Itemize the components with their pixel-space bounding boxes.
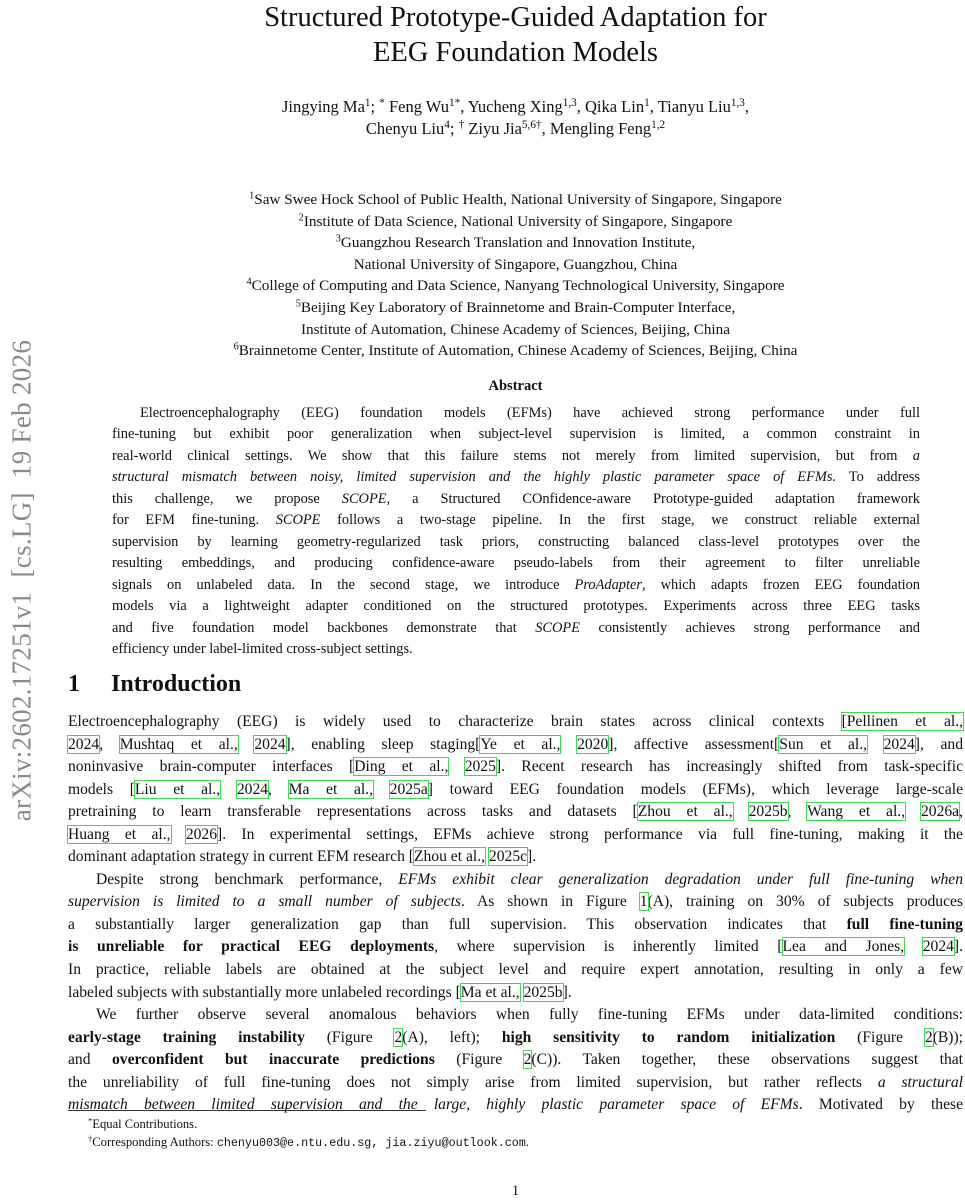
text-line [68,189,963,211]
text-run [220,781,237,798]
abstract-body [112,403,920,660]
text-line [68,846,963,869]
text-run: ; [449,119,459,138]
citation-link[interactable]: 2024 [883,735,915,753]
text-run [905,803,921,820]
italic-text: a [912,447,920,464]
paragraph [68,1004,963,1117]
bold-text: full fine-tuning [846,915,963,933]
text-run: pretraining to learn transferable representations across tasks and datasets [ [68,803,638,821]
superscript: 4 [444,118,450,131]
text-line [68,96,963,118]
text-line [68,254,963,276]
text-run: Institute of Data Science, National University of Singapore, Singapore [303,212,733,230]
text-run: ], and [914,735,963,753]
text-run: , [787,803,808,821]
text-run: fine-tuning but exhibit poor generalization when subject-level supervision is limited, a common constraint in [112,426,920,443]
text-run: real-world clinical settings. We show that this failure stems not merely from limited supervision, but from [112,447,913,464]
text-line [68,869,963,892]
text-line [112,596,920,617]
text-line [68,275,963,297]
text-run: , [744,97,750,116]
superscript: 1* [448,96,461,109]
text-run: and [68,1051,112,1069]
introduction-body [68,711,963,1117]
text-run: Equal Contributions. [92,1117,198,1131]
text-run: ] toward EEG foundation models (EFMs), which leverage large-scale [427,780,963,798]
text-line [68,756,963,779]
superscript: 5,6† [521,118,542,131]
citation-link[interactable]: 2024 [68,735,100,753]
text-run: We further observe several anomalous behaviors when fully fine-tuning EFMs under data-limited conditions: [96,1006,963,1024]
text-run: labeled subjects with substantially more unlabeled recordings [ [68,983,461,1001]
italic-text: SCOPE [341,490,387,507]
text-line [68,959,963,982]
text-run [171,826,186,843]
text-line [68,1072,963,1095]
citation-link[interactable]: 1 [639,893,648,911]
text-run: National University of Singapore, Guangzhou, China [353,255,678,273]
citation-link[interactable]: Lea and Jones, [782,938,905,956]
citation-link[interactable]: Liu et al., [134,780,221,798]
text-run: dominant adaptation strategy in current EFM research [ [68,848,414,866]
text-run: College of Computing and Data Science, Nanyang Technological University, Singapore [251,277,785,295]
text-line [88,1116,529,1134]
citation-link[interactable]: 2024 [236,780,269,798]
text-run: (A), training on 30% of subjects produces [647,893,963,911]
text-run: follows a two-stage pipeline. In the first stage, we construct reliable external [320,512,921,529]
text-run [560,736,577,753]
citation-link[interactable]: Sun et al., [779,735,868,753]
text-run: Feng Wu [384,97,449,116]
text-line [112,618,920,639]
text-run: Chenyu Liu [365,119,445,138]
text-line [112,424,920,445]
citation-link[interactable]: 2025c [488,848,528,866]
italic-text: structural mismatch between noisy, limited supervision and the highly plastic parameter space of EFMs. [112,469,837,486]
text-line [68,118,963,140]
superscript: 6 [233,341,239,353]
citation-link[interactable]: 2 [924,1028,933,1046]
text-line [88,1134,529,1153]
text-run: , Mengling Feng [541,119,652,138]
citation-link[interactable]: 2026a [920,803,960,821]
text-run: signals on unlabeled data. In the second stage, we introduce [112,576,575,593]
text-run: Electroencephalography (EEG) foundation models (EFMs) have achieved strong performance under full [140,405,920,421]
text-line [68,824,963,847]
page-number: 1 [511,1183,520,1199]
text-run [448,758,464,775]
text-run: (A), left); [402,1028,502,1046]
text-line [68,232,963,254]
citation-link[interactable]: Zhou et al., [637,803,733,821]
text-run: Jingying Ma [281,97,365,116]
text-line [68,914,963,937]
citation-link[interactable]: 2 [394,1028,403,1046]
text-run: , Tianyu Liu [649,97,731,116]
text-line [112,403,920,424]
bold-text: high sensitivity to random initialization [501,1028,836,1046]
citation-link[interactable]: [Pellinen et al., [841,713,963,730]
section-heading-introduction [68,671,241,698]
italic-text: mismatch between limited supervision and the large, highly plastic parameter space of EFMs [68,1096,799,1114]
text-line [68,801,963,824]
text-run: ; [370,97,380,116]
superscript: 4 [246,276,252,288]
text-line [68,891,963,914]
paper-title [68,0,963,70]
section-title: Introduction [111,671,242,697]
text-line [112,446,920,467]
text-run: (C)). Taken together, these observations suggest that [531,1051,964,1069]
text-run: ], affective assessment[ [608,735,780,753]
superscript: 3 [335,233,341,245]
citation-link[interactable]: Zhou et al., [413,848,486,866]
text-run [733,803,749,820]
superscript: * [379,96,385,109]
superscript: 1 [364,96,371,109]
text-line [112,639,920,660]
title-line: Structured Prototype-Guided Adaptation for [264,2,767,33]
superscript: 1 [249,190,255,202]
text-run: . [525,1134,529,1149]
text-line [112,467,920,488]
text-run: In practice, reliable labels are obtained at the subject level and require expert annotation, resulting in only a few [68,961,963,979]
superscript: 1 [644,96,650,109]
text-run: , Qika Lin [576,97,645,116]
text-line [112,489,920,510]
email-text: chenyu003@e.ntu.edu.sg, jia.ziyu@outlook.com [216,1135,526,1150]
text-line [68,297,963,319]
paragraph [112,403,920,660]
text-run: Brainnetome Center, Institute of Automation, Chinese Academy of Sciences, Beijing, China [238,342,798,360]
title-line: EEG Foundation Models [373,37,658,68]
citation-link[interactable]: 2025 [464,758,496,776]
text-line [112,575,920,596]
text-line [68,1004,963,1027]
text-run: , Yucheng Xing [460,97,563,116]
paragraph [68,869,963,1004]
text-run: ]. In experimental settings, EFMs achieve strong performance via full fine-tuning, making it the [217,825,963,843]
text-run: (Figure [434,1051,524,1069]
text-run: noninvasive brain-computer interfaces [ [68,758,355,776]
italic-text: EFMs exhibit clear generalization degradation under full fine-tuning when [398,870,963,888]
text-line [68,319,963,341]
author-list [68,96,963,140]
text-line [68,711,963,734]
superscript: 5 [295,298,301,310]
text-run [904,938,923,955]
citation-link[interactable]: Ye et al., [480,735,561,753]
text-line [68,1094,963,1117]
superscript: † [88,1132,93,1143]
italic-text: a structural [877,1073,963,1091]
text-line [68,211,963,233]
citation-link[interactable]: 2020 [577,735,609,753]
text-run: . Motivated by these [798,1096,964,1114]
citation-link[interactable]: 2025b [523,983,563,1001]
citation-link[interactable]: Ma et al., [460,983,520,1001]
text-line [112,510,920,531]
text-run: Beijing Key Laboratory of Brainnetome and Brain-Computer Interface, [300,298,736,316]
text-run: Institute of Automation, Chinese Academy of Sciences, Beijing, China [301,320,730,338]
text-run: ]. [562,983,572,1001]
citation-link[interactable]: Mushtaq et al., [119,735,238,753]
text-run: ]. Recent research has increasingly shifted from task-specific [495,758,963,776]
italic-text: supervision is limited to a small number of subjects [68,893,461,911]
text-run [520,984,524,1001]
text-run: consistently achieves strong performance and [580,619,920,636]
text-run: supervision by learning geometry-regularized task priors, constructing balanced class-level prototypes over the [112,533,920,550]
superscript: † [458,118,465,131]
text-run: Corresponding Authors: [92,1134,217,1149]
text-run: efficiency under label-limited cross-subject settings. [112,640,413,657]
text-line [68,734,963,757]
text-run: the unreliability of full fine-tuning does not simply arise from limited supervision, but rather reflects [68,1073,878,1091]
text-line [68,340,963,362]
text-run [867,736,884,753]
text-run: ], enabling sleep staging[ [285,735,481,753]
superscript: 1,3 [730,96,745,109]
text-run: , [268,780,289,798]
footnotes [88,1116,529,1152]
text-run: resulting embeddings, and producing confidence-aware pseudo-labels from their agreement to filter unreliable [112,555,920,572]
text-run: a substantially larger generalization gap than full supervision. This observation indicates that [68,915,847,933]
superscript: 1,2 [651,118,666,131]
italic-text: ProAdapter [574,576,642,593]
text-run: . As shown in Figure [461,893,640,911]
bold-text: early-stage training instability [68,1028,305,1046]
text-run: ]. [953,938,963,956]
footnote-rule [68,1110,426,1111]
citation-link[interactable]: Huang et al., [68,825,171,843]
section-number: 1 [68,671,80,697]
bold-text: overconfident but inaccurate predictions [111,1051,435,1069]
superscript: 2 [298,211,304,223]
citation-link[interactable]: 2 [523,1051,532,1069]
superscript: * [88,1115,93,1126]
arxiv-identifier-sidebar: arXiv:2602.17251v1 [cs.LG] 19 Feb 2026 [6,339,37,822]
text-line [68,1049,963,1072]
text-line [112,532,920,553]
text-run: Saw Swee Hock School of Public Health, National University of Singapore, Singapore [254,191,782,208]
text-line [68,1027,963,1050]
text-run: Electroencephalography (EEG) is widely used to characterize brain states across clinical contexts [68,713,842,730]
abstract-heading: Abstract [488,378,543,394]
text-run [238,736,255,753]
citation-link[interactable]: Wang et al., [807,803,906,821]
text-run: models via a lightweight adapter conditioned on the structured prototypes. Experiments across three EEG tasks [112,598,920,615]
citation-link[interactable]: Ma et al., [288,780,373,798]
text-run: Ziyu Jia [464,119,522,138]
text-line [68,982,963,1005]
paragraph [68,711,963,869]
text-line [68,936,963,959]
text-run: (B)); [932,1028,963,1046]
text-run: Guangzhou Research Translation and Innovation Institute, [340,234,696,252]
text-run: , where supervision is inherently limited [ [434,938,783,956]
superscript: 1,3 [562,96,577,109]
text-run: , [99,735,120,753]
italic-text: SCOPE [535,619,581,636]
text-run: ]. [527,848,537,866]
text-run: and five foundation model backbones demonstrate that [112,619,536,636]
citation-link[interactable]: 2025b [748,803,788,821]
text-run: , a Structured COnfidence-aware Prototype-guided adaptation framework [386,490,920,507]
text-run: models [ [68,780,135,798]
text-run: , [959,803,963,821]
affiliation-list [68,189,963,362]
text-run: Despite strong benchmark performance, [96,870,399,888]
text-run: To address [836,469,920,486]
text-run: this challenge, we propose [112,490,342,507]
citation-link[interactable]: 2025a [389,780,428,798]
text-run: (Figure [304,1028,395,1046]
text-run: for EFM fine-tuning. [112,512,276,529]
citation-link[interactable]: 2026 [185,825,218,843]
text-line [112,553,920,574]
citation-link[interactable]: 2024 [922,938,954,956]
bold-text: is unreliable for practical EEG deployments [68,938,435,956]
citation-link[interactable]: Ding et al., [354,758,449,776]
text-line [68,779,963,802]
italic-text: SCOPE [275,512,321,529]
text-run: , which adapts frozen EEG foundation [641,576,920,593]
citation-link[interactable]: 2024 [254,735,286,753]
text-run [373,781,390,798]
text-run: (Figure [835,1028,925,1046]
